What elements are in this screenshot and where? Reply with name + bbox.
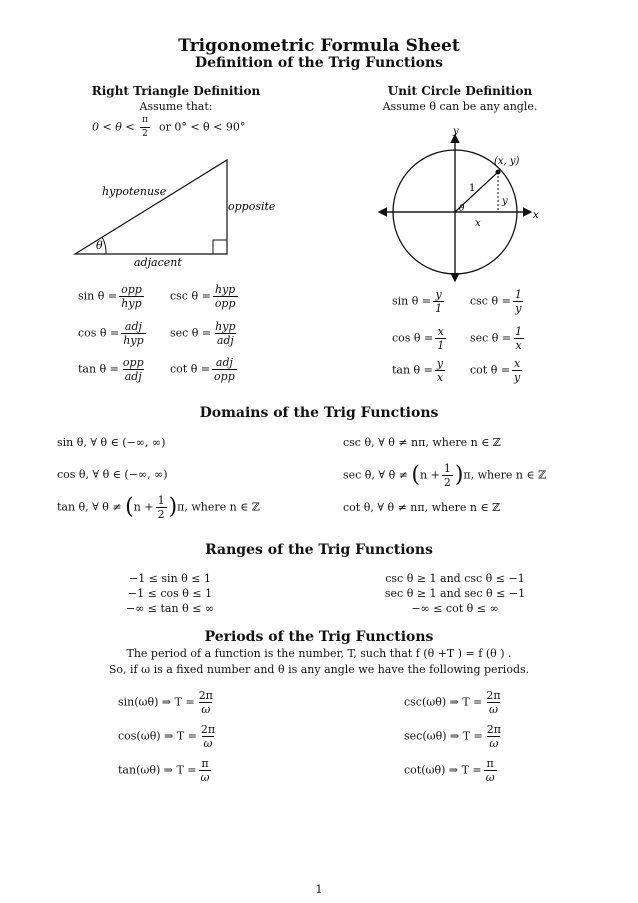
y-axis-label: y — [453, 126, 459, 137]
x-leg-label: x — [475, 218, 481, 229]
domain-tan: tan θ, ∀ θ ≠ (n + $\frac{1}{2}$ )π, where n ∈ ℤ — [57, 494, 260, 521]
range-sin: −1 ≤ sin θ ≤ 1 — [128, 572, 211, 585]
hypotenuse-label: hypotenuse — [102, 185, 167, 198]
range-sec: sec θ ≥ 1 and sec θ ≤ −1 — [384, 587, 526, 600]
period-sin: sin(ωθ) ⇒ T = $\frac{2\pi}{\omega}$ — [118, 689, 213, 716]
y-leg-label: y — [502, 196, 508, 207]
right-triangle-diagram — [60, 150, 300, 270]
formula-cos-unit: cos θ = $\frac{x}{1}$ — [392, 325, 445, 352]
formula-sin-unit: sin θ = $\frac{y}{1}$ — [392, 288, 443, 315]
point-label: (x, y) — [494, 156, 520, 167]
domain-cos: cos θ, ∀ θ ∈ (−∞, ∞) — [57, 468, 168, 481]
unit-circle-diagram — [370, 122, 550, 292]
periods-line-1: The period of a function is the number, T, such that f (θ +T ) = f (θ ) . — [126, 647, 512, 660]
formula-cot-unit: cot θ = $\frac{x}{y}$ — [470, 357, 521, 384]
right-triangle-heading: Right Triangle Definition — [91, 84, 261, 98]
range-cot: −∞ ≤ cot θ ≤ ∞ — [411, 602, 499, 615]
domain-csc: csc θ, ∀ θ ≠ nπ, where n ∈ ℤ — [343, 436, 501, 449]
page-number: 1 — [315, 883, 323, 896]
unit-circle-assume: Assume θ can be any angle. — [382, 100, 538, 113]
formula-csc-unit: csc θ = $\frac{1}{y}$ — [470, 288, 522, 315]
x-axis-label: x — [533, 210, 539, 221]
formula-sec-ratio: sec θ = $\frac{\text{hyp}}{\text{adj}}$ — [170, 320, 236, 347]
adjacent-label: adjacent — [134, 256, 182, 269]
range-tan: −∞ ≤ tan θ ≤ ∞ — [125, 602, 215, 615]
formula-tan-ratio: tan θ = $\frac{\text{opp}}{\text{adj}}$ — [78, 356, 144, 383]
period-csc: csc(ωθ) ⇒ T = $\frac{2\pi}{\omega}$ — [404, 689, 501, 716]
formula-sin-ratio: sin θ = $\frac{\text{opp}}{\text{hyp}}$ — [78, 283, 142, 310]
domain-sin: sin θ, ∀ θ ∈ (−∞, ∞) — [57, 436, 166, 449]
domain-sec: sec θ, ∀ θ ≠ (n + $\frac{1}{2}$ )π, where n ∈ ℤ — [343, 462, 547, 489]
opposite-label: opposite — [228, 200, 276, 213]
formula-cos-ratio: cos θ = $\frac{\text{adj}}{\text{hyp}}$ — [78, 320, 144, 347]
ranges-heading: Ranges of the Trig Functions — [205, 542, 433, 558]
range-csc: csc θ ≥ 1 and csc θ ≤ −1 — [385, 572, 525, 585]
formula-csc-ratio: csc θ = $\frac{\text{hyp}}{\text{opp}}$ — [170, 283, 236, 310]
circle-theta-label: θ — [459, 204, 465, 214]
unit-circle-heading: Unit Circle Definition — [387, 84, 533, 98]
periods-heading: Periods of the Trig Functions — [204, 629, 434, 645]
range-cos: −1 ≤ cos θ ≤ 1 — [127, 587, 213, 600]
page-subtitle: Definition of the Trig Functions — [194, 55, 444, 71]
right-triangle-assume: Assume that: — [139, 100, 213, 113]
right-triangle-condition: 0 < θ < $\frac{\pi}{2}$ or 0° < θ < 90° — [92, 115, 246, 139]
period-cot: cot(ωθ) ⇒ T = $\frac{\pi}{\omega}$ — [404, 757, 495, 784]
period-sec: sec(ωθ) ⇒ T = $\frac{2\pi}{\omega}$ — [404, 723, 501, 750]
domain-cot: cot θ, ∀ θ ≠ nπ, where n ∈ ℤ — [343, 501, 501, 514]
formula-tan-unit: tan θ = $\frac{y}{x}$ — [392, 357, 444, 384]
page-title: Trigonometric Formula Sheet — [178, 36, 460, 56]
formula-cot-ratio: cot θ = $\frac{\text{adj}}{\text{opp}}$ — [170, 356, 235, 383]
period-cos: cos(ωθ) ⇒ T = $\frac{2\pi}{\omega}$ — [118, 723, 216, 750]
formula-sec-unit: sec θ = $\frac{1}{x}$ — [470, 325, 523, 352]
radius-label: 1 — [469, 183, 476, 194]
triangle-theta-label: θ — [96, 239, 103, 252]
period-tan: tan(ωθ) ⇒ T = $\frac{\pi}{\omega}$ — [118, 757, 210, 784]
periods-line-2: So, if ω is a fixed number and θ is any angle we have the following periods. — [108, 663, 530, 676]
domains-heading: Domains of the Trig Functions — [199, 405, 439, 421]
